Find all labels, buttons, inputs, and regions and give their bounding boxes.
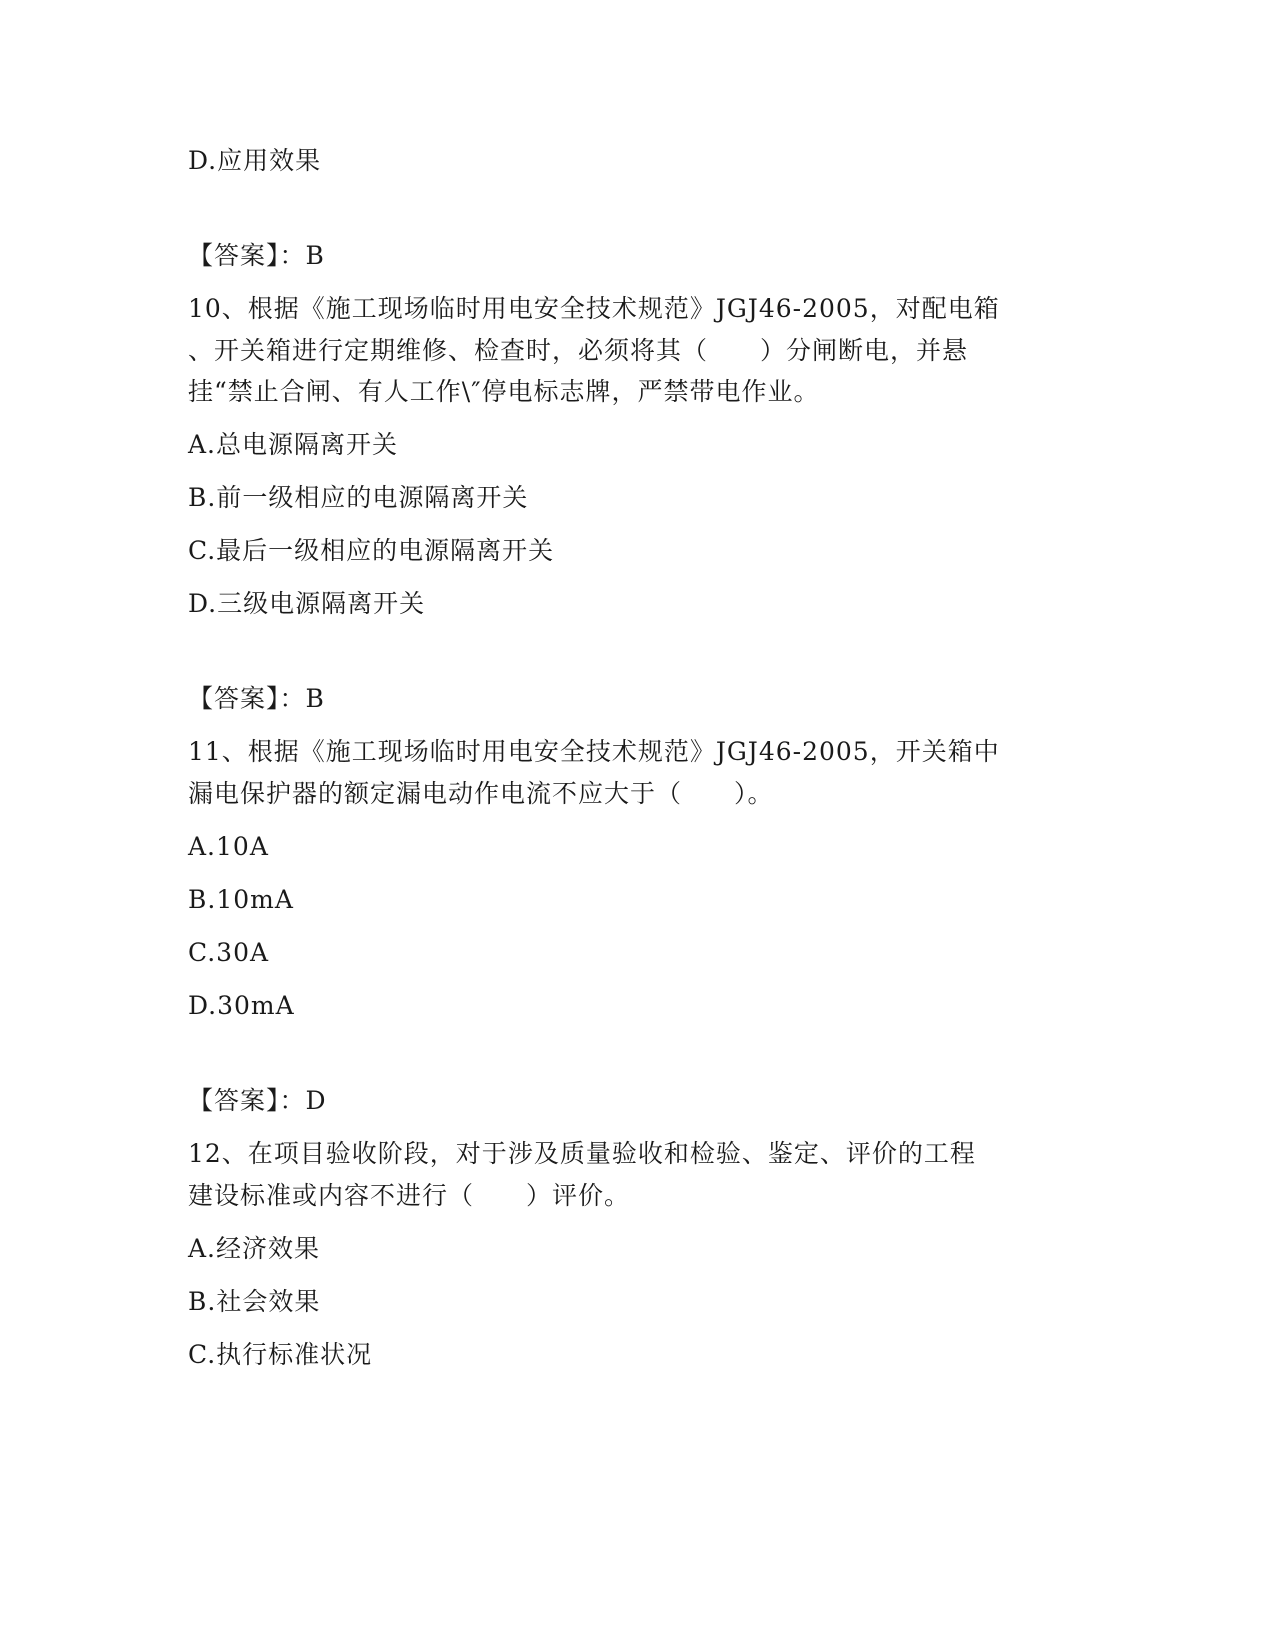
q10-answer: 【答案】：B — [188, 684, 325, 713]
q12-option-a: A.经济效果 — [188, 1234, 321, 1263]
q10-stem-line-2: 、开关箱进行定期维修、检查时，必须将其（ ）分闸断电，并悬 — [188, 336, 969, 365]
q10-option-a: A.总电源隔离开关 — [188, 430, 399, 459]
q11-option-c: C.30A — [188, 938, 270, 967]
q10-stem-line-3: 挂“禁止合闸、有人工作\″停电标志牌，严禁带电作业。 — [188, 377, 820, 406]
q11-option-b: B.10mA — [188, 885, 294, 914]
q10-option-b: B.前一级相应的电源隔离开关 — [188, 483, 529, 512]
q12-stem-line-1: 12、在项目验收阶段，对于涉及质量验收和检验、鉴定、评价的工程 — [188, 1139, 976, 1168]
q11-answer: 【答案】：D — [188, 1086, 327, 1115]
q9-option-d: D.应用效果 — [188, 146, 322, 175]
q10-option-c: C.最后一级相应的电源隔离开关 — [188, 536, 555, 565]
q10-option-d: D.三级电源隔离开关 — [188, 589, 426, 618]
q12-option-b: B.社会效果 — [188, 1287, 321, 1316]
q9-answer: 【答案】：B — [188, 241, 325, 270]
q11-stem-line-1: 11、根据《施工现场临时用电安全技术规范》JGJ46-2005，开关箱中 — [188, 737, 1000, 766]
q11-option-a: A.10A — [188, 832, 269, 861]
q10-stem-line-1: 10、根据《施工现场临时用电安全技术规范》JGJ46-2005，对配电箱 — [188, 294, 1000, 323]
q11-option-d: D.30mA — [188, 991, 295, 1020]
q12-option-c: C.执行标准状况 — [188, 1340, 373, 1369]
q11-stem-line-2: 漏电保护器的额定漏电动作电流不应大于（ ）。 — [188, 779, 774, 808]
q12-stem-line-2: 建设标准或内容不进行（ ）评价。 — [188, 1181, 631, 1210]
